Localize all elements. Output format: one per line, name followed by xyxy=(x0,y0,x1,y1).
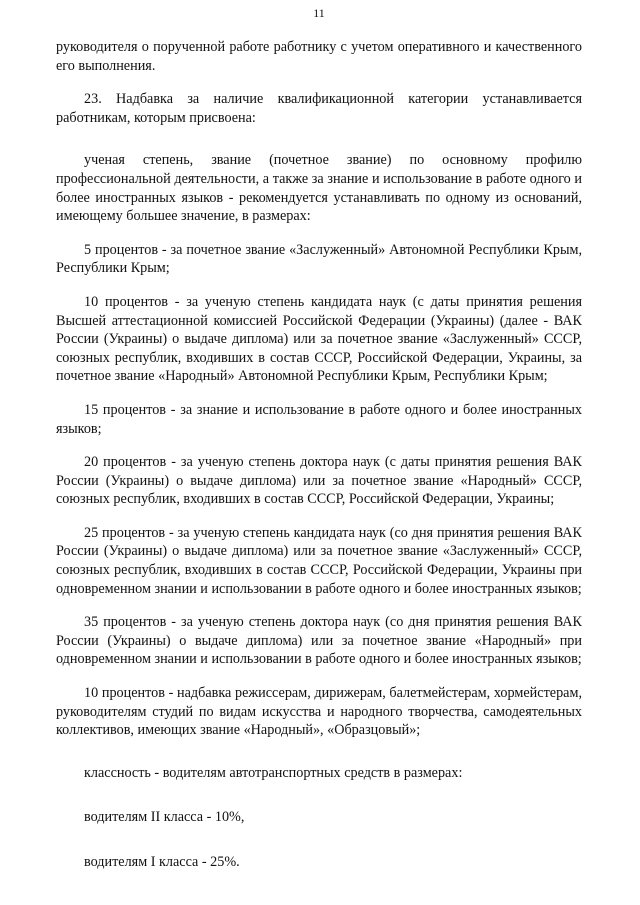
paragraph-15-percent: 15 процентов - за знание и использование в работе одного и более иностранных языков; xyxy=(56,401,582,437)
paragraph-5-percent: 5 процентов - за почетное звание «Заслуженный» Автономной Республики Крым, Республики Крым; xyxy=(56,241,582,277)
paragraph-driver-class-2: водителям II класса - 10%, xyxy=(84,809,245,826)
paragraph-item-23: 23. Надбавка за наличие квалификационной категории устанавливается работникам, которым присвоена: xyxy=(56,91,582,126)
paragraph-20-percent: 20 процентов - за ученую степень доктора наук (с даты принятия решения ВАК России (Украины) о выдаче диплома) или за почетное звание «Народный» СССР, союзных республик, входивших в состав СССР, Российской Федерации, Украины; xyxy=(56,454,582,508)
paragraph-35-percent: 35 процентов - за ученую степень доктора наук (со дня принятия решения ВАК России (Украины) о выдаче диплома) или за почетное звание «Народный» при одновременном знании и использовании в работе одного и более иностранных языков; xyxy=(56,614,582,668)
paragraph-driver-class: классность - водителям автотранспортных средств в размерах: xyxy=(84,764,463,781)
paragraph-25-percent: 25 процентов - за ученую степень кандидата наук (со дня принятия решения ВАК России (Украины) о выдаче диплома) или за почетное звание «Заслуженный» СССР, союзных республик, входивших в состав СССР, Российской Федерации, Украины при одновременном знании и использовании в работе одного и более иностранных языков; xyxy=(56,524,582,597)
page-number: 11 xyxy=(313,6,325,20)
paragraph-10-percent: 10 процентов - за ученую степень кандидата наук (с даты принятия решения Высшей аттестационной комиссией Российской Федерации (Украины) (далее - ВАК России (Украины) о выдаче диплома) или за почетное звание «Заслуженный» СССР, союзных республик, входивших в состав СССР, Российской Федерации, Украины, за почетное звание «Народный» Автономной Республики Крым, Республики Крым; xyxy=(56,293,582,385)
paragraph-driver-class-1: водителям I класса - 25%. xyxy=(84,854,240,870)
paragraph-continuation: руководителя о порученной работе работнику с учетом оперативного и качественного его выполнения. xyxy=(56,39,582,74)
paragraph-10-percent-artists: 10 процентов - надбавка режиссерам, дирижерам, балетмейстерам, хормейстерам, руководителям студий по видам искусства и народного творчества, самодеятельных коллективов, имеющих звание «Народный», «Образцовый»; xyxy=(56,685,582,739)
paragraph-academic-degree: ученая степень, звание (почетное звание) по основному профилю профессиональной деятельности, а также за знание и использование в работе одного и более иностранных языков - рекомендуется устанавливать по одному из оснований, имеющему большее значение, в размерах: xyxy=(56,152,582,225)
